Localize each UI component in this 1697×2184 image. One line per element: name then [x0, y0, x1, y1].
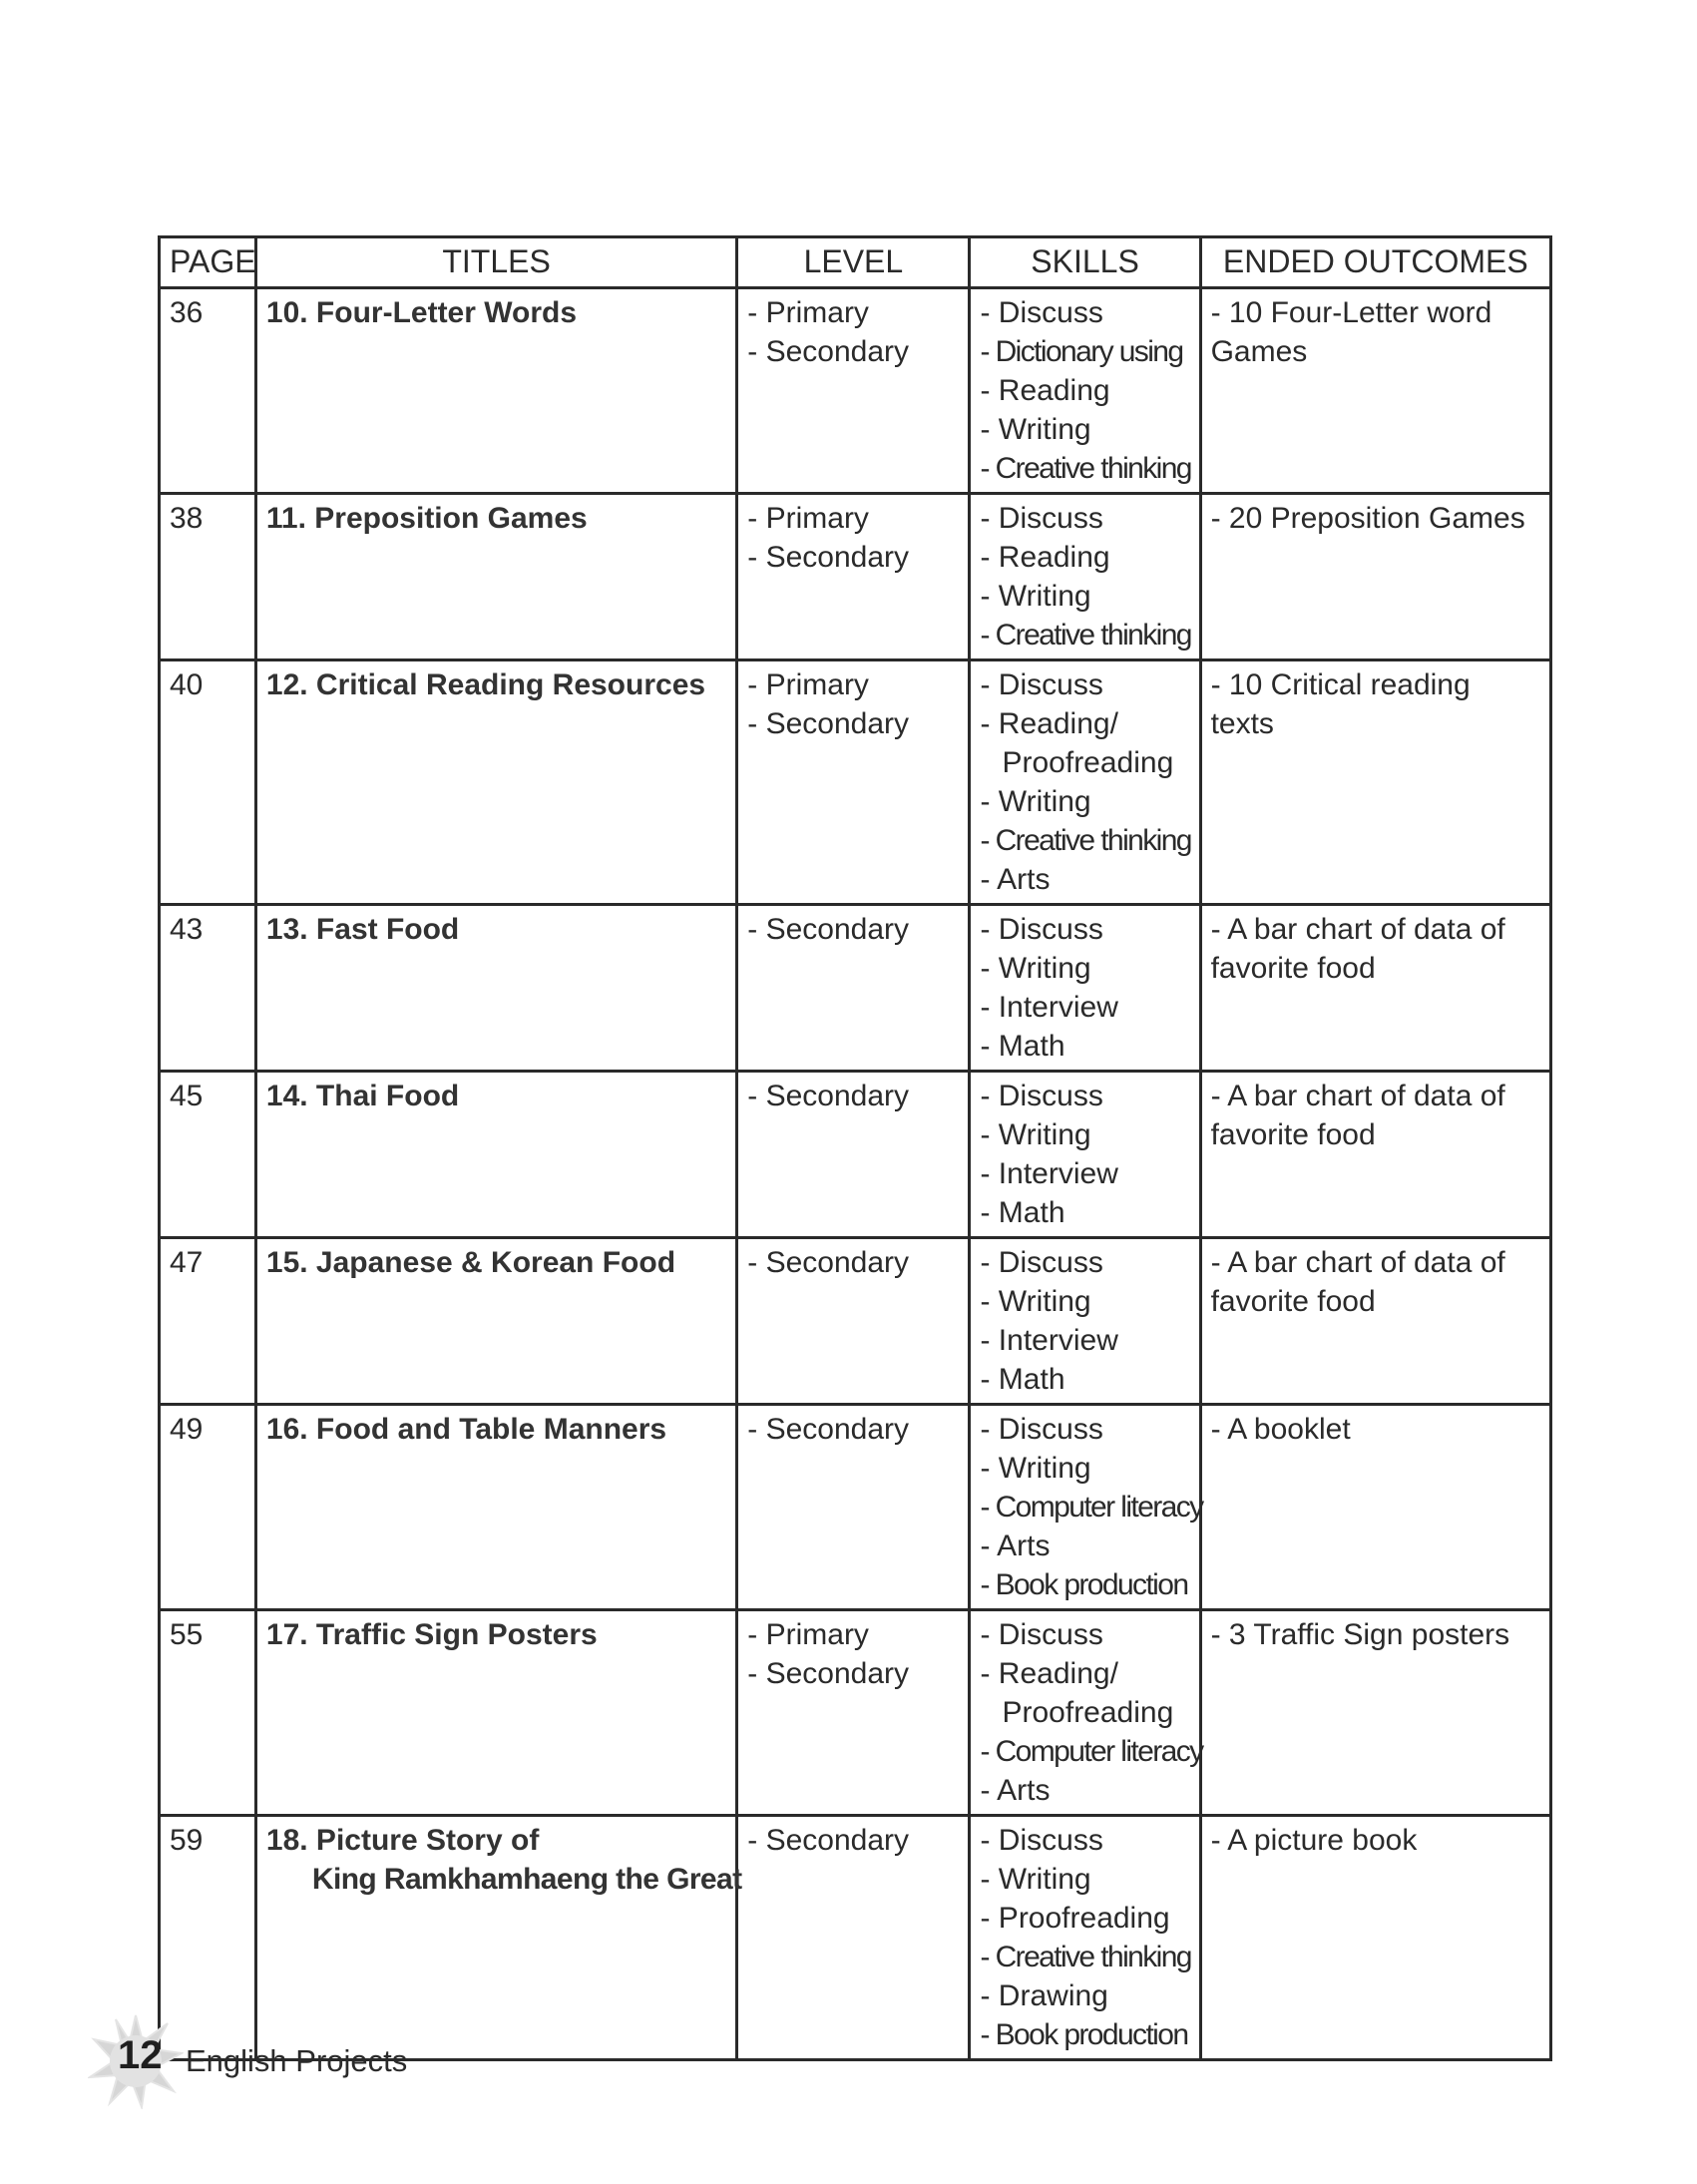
level-cell [737, 905, 970, 1072]
level-item: - Secondary [747, 1413, 910, 1446]
project-title: 10. Four-Letter Words [265, 296, 578, 329]
page-footer [88, 2013, 487, 2103]
level-cell [737, 288, 970, 494]
skills-cell [970, 1816, 1200, 2060]
skill-item: Proofreading [1002, 1696, 1174, 1729]
skill-item: - Discuss [980, 913, 1103, 946]
header-page: PAGE [160, 237, 256, 288]
project-title: 15. Japanese & Korean Food [265, 1246, 676, 1279]
skill-item: - Discuss [980, 668, 1103, 701]
level-cell [737, 1610, 970, 1816]
skill-item: - Discuss [980, 1080, 1103, 1112]
skill-item: - Proofreading [980, 1902, 1170, 1935]
table-row [160, 1405, 1551, 1610]
skill-item: - Creative thinking [980, 452, 1191, 485]
skill-item: - Computer literacy [980, 1735, 1203, 1768]
level-item: - Primary [747, 668, 869, 701]
page-cell: 55 [160, 1610, 256, 1816]
project-title-continued: King Ramkhamhaeng the Great [311, 1863, 742, 1896]
skill-item: - Writing [980, 1285, 1091, 1318]
level-cell [737, 1238, 970, 1405]
outcome-cell: - 10 Critical reading texts [1200, 660, 1550, 905]
outcome-cell: - A bar chart of data of favorite food [1200, 905, 1550, 1072]
title-cell [255, 1610, 736, 1816]
skills-cell [970, 1610, 1203, 1816]
skill-item: - Writing [980, 580, 1091, 613]
skill-item: - Creative thinking [980, 824, 1191, 857]
level-item: - Secondary [747, 913, 910, 946]
table-row [160, 905, 1551, 1072]
skill-item: - Discuss [980, 1246, 1103, 1279]
title-cell [255, 494, 736, 660]
skill-item: - Creative thinking [980, 619, 1191, 652]
skill-item: - Math [980, 1363, 1065, 1396]
skill-item: - Math [980, 1030, 1065, 1063]
skill-item: - Writing [980, 1118, 1091, 1151]
outcome-cell: - 20 Preposition Games [1200, 494, 1550, 660]
title-cell [255, 905, 736, 1072]
project-title: 18. Picture Story of [265, 1824, 540, 1857]
title-cell [255, 1238, 736, 1405]
level-item: - Secondary [747, 1657, 910, 1690]
skill-item: - Arts [980, 1529, 1051, 1562]
page-cell: 49 [160, 1405, 256, 1610]
page-cell: 38 [160, 494, 256, 660]
skill-item: - Reading/ [980, 1657, 1118, 1690]
skill-item: - Discuss [980, 296, 1103, 329]
table-row [160, 1610, 1551, 1816]
outcome-cell: - A bar chart of data of favorite food [1200, 1072, 1550, 1238]
outcome-cell: - A picture book [1200, 1816, 1550, 2060]
table-row [160, 494, 1551, 660]
title-cell [255, 660, 736, 905]
skill-item: - Discuss [980, 1618, 1103, 1651]
project-title: 14. Thai Food [265, 1080, 460, 1112]
header-level: LEVEL [737, 237, 970, 288]
skill-item: - Discuss [980, 502, 1103, 535]
skill-item: - Interview [980, 1324, 1118, 1357]
skills-cell [970, 1072, 1200, 1238]
skill-item: - Book production [980, 2018, 1188, 2051]
skills-cell [970, 288, 1200, 494]
page-cell: 59 [160, 1816, 256, 2060]
skill-item: - Reading/ [980, 707, 1118, 740]
table-row [160, 288, 1551, 494]
outcome-cell: - 10 Four-Letter word Games [1200, 288, 1550, 494]
table-body [160, 288, 1551, 2060]
skill-item: - Writing [980, 1452, 1091, 1485]
level-cell [737, 1405, 970, 1610]
page-cell: 36 [160, 288, 256, 494]
skill-item: - Writing [980, 785, 1091, 818]
skill-item: - Reading [980, 374, 1110, 407]
title-cell [255, 1405, 736, 1610]
level-item: - Secondary [747, 1824, 910, 1857]
skill-item: - Writing [980, 413, 1091, 446]
skill-item: - Dictionary using [980, 335, 1183, 368]
page-number: 12 [118, 2033, 163, 2077]
table-row [160, 660, 1551, 905]
title-cell [255, 1072, 736, 1238]
level-cell [737, 1072, 970, 1238]
skill-item: - Book production [980, 1568, 1188, 1601]
level-cell [737, 494, 970, 660]
skills-cell [970, 905, 1200, 1072]
header-skills: SKILLS [970, 237, 1200, 288]
skill-item: - Arts [980, 1774, 1051, 1807]
level-item: - Primary [747, 502, 869, 535]
level-cell [737, 660, 970, 905]
project-title: 17. Traffic Sign Posters [265, 1618, 598, 1651]
skill-item: - Interview [980, 991, 1118, 1024]
title-cell [255, 288, 736, 494]
skill-item: - Reading [980, 541, 1110, 574]
skill-item: - Discuss [980, 1824, 1103, 1857]
level-cell [737, 1816, 970, 2060]
project-title: 12. Critical Reading Resources [265, 668, 706, 701]
skills-cell [970, 1238, 1200, 1405]
outcome-cell: - 3 Traffic Sign posters [1200, 1610, 1550, 1816]
level-item: - Secondary [747, 707, 910, 740]
skill-item: - Discuss [980, 1413, 1103, 1446]
level-item: - Secondary [747, 1080, 910, 1112]
level-item: - Secondary [747, 335, 910, 368]
level-item: - Primary [747, 1618, 869, 1651]
table-row [160, 1238, 1551, 1405]
skill-item: - Interview [980, 1157, 1118, 1190]
table-row [160, 1072, 1551, 1238]
header-outcomes: ENDED OUTCOMES [1200, 237, 1550, 288]
page-cell: 47 [160, 1238, 256, 1405]
outcome-cell: - A bar chart of data of favorite food [1200, 1238, 1550, 1405]
skill-item: - Math [980, 1196, 1065, 1229]
skill-item: - Writing [980, 1863, 1091, 1896]
project-title: 11. Preposition Games [265, 502, 588, 535]
page-cell: 43 [160, 905, 256, 1072]
skills-cell [970, 1405, 1203, 1610]
level-item: - Secondary [747, 1246, 910, 1279]
skill-item: - Arts [980, 863, 1051, 896]
skill-item: - Creative thinking [980, 1941, 1191, 1973]
page-cell: 40 [160, 660, 256, 905]
projects-table [158, 235, 1552, 2061]
book-title: English Projects [186, 2043, 408, 2078]
level-item: - Secondary [747, 541, 910, 574]
level-item: - Primary [747, 296, 869, 329]
skill-item: - Drawing [980, 1979, 1108, 2012]
skill-item: Proofreading [1002, 746, 1174, 779]
table-header-row [160, 237, 1551, 288]
outcome-cell: - A booklet [1200, 1405, 1550, 1610]
skills-cell [970, 494, 1200, 660]
project-title: 16. Food and Table Manners [265, 1413, 667, 1446]
header-titles: TITLES [255, 237, 736, 288]
skill-item: - Computer literacy [980, 1491, 1203, 1524]
skills-cell [970, 660, 1200, 905]
project-title: 13. Fast Food [265, 913, 460, 946]
skill-item: - Writing [980, 952, 1091, 985]
page-cell: 45 [160, 1072, 256, 1238]
